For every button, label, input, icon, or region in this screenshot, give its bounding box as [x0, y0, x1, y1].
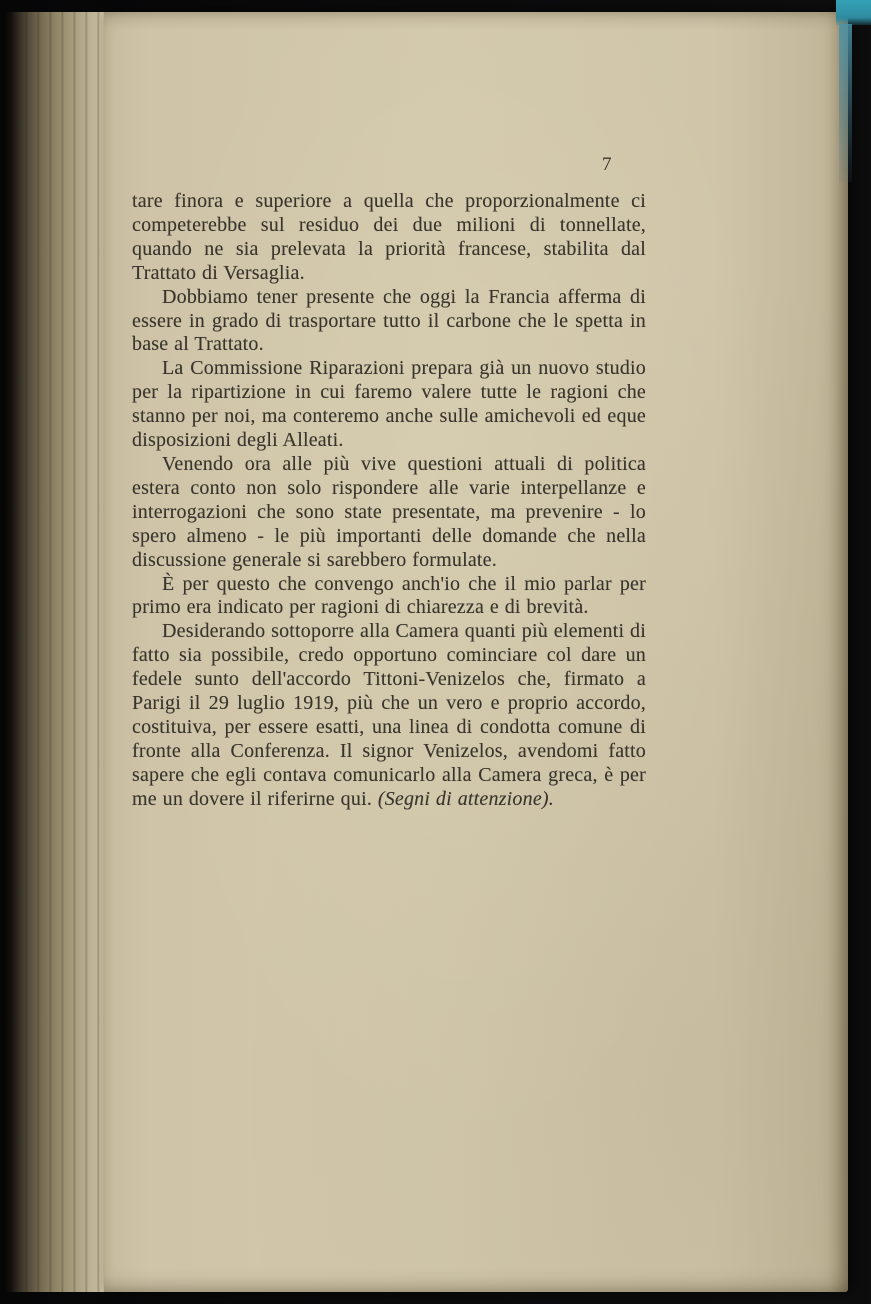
stage-direction-note: (Segni di attenzione). [377, 787, 554, 810]
paragraph-5: È per questo che convengo anch'io che il mio parlar per primo era indicato per ragioni di chiarezza e di brevità. [132, 572, 646, 619]
page-number: 7 [602, 154, 612, 175]
book-page [104, 12, 848, 1292]
paragraph-2: Dobbiamo tener presente che oggi la Francia afferma di essere in grado di trasportare tutto il carbone che le spetta in base al Trattato. [132, 285, 646, 356]
scan-artifact-teal-strip [839, 24, 852, 182]
paragraph-4: Venendo ora alle più vive questioni attuali di politica estera conto non solo rispondere alle varie interpellanze e interrogazioni che sono state presentate, ma prevenire - lo spero almeno - le più importanti delle domande che nella discussione generale si sarebbero formulate. [132, 452, 646, 571]
paragraph-6 [132, 620, 646, 811]
paragraph-3: La Commissione Riparazioni prepara già un nuovo studio per la ripartizione in cui faremo valere tutte le ragioni che stanno per noi, ma conteremo anche sulle amichevoli ed eque disposizioni degli Alleati. [132, 357, 646, 452]
paragraph-6-text: Desiderando sottoporre alla Camera quanti più elementi di fatto sia possibile, credo opportuno cominciare col dare un fedele sunto dell'accordo Tittoni-Venizelos che, firmato a Parigi il 29 luglio 1919, più che un vero e proprio accordo, costituiva, per essere esatti, una linea di condotta comune di fronte alla Conferenza. Il signor Venizelos, avendomi fatto sapere che egli contava comunicarlo alla Camera greca, è per me un dovere il riferirne qui. [132, 620, 646, 810]
book-binding-edge [4, 12, 108, 1292]
paragraph-continuation: tare finora e superiore a quella che proporzionalmente ci competerebbe sul residuo dei due milioni di tonnellate, quando ne sia prelevata la priorità francese, stabilita dal Trattato di Versaglia. [132, 190, 646, 284]
scan-artifact-teal-corner [836, 0, 871, 25]
page-text-block [132, 190, 646, 812]
